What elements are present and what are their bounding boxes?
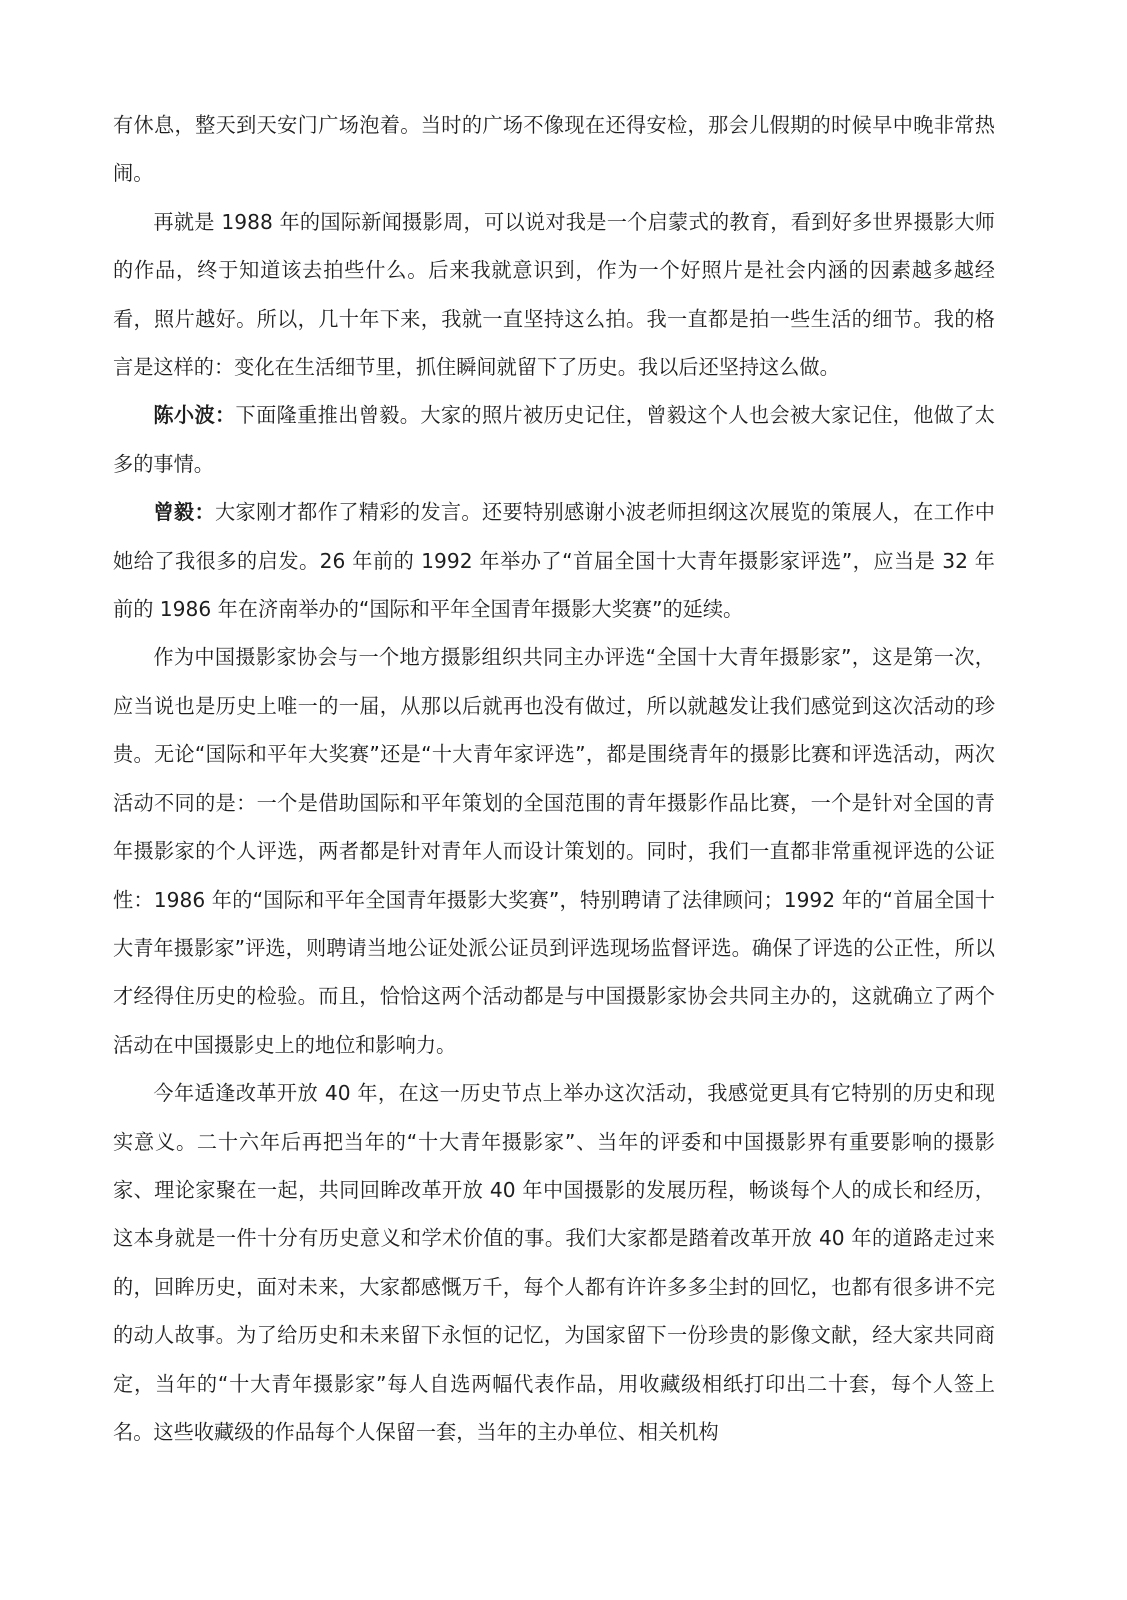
paragraph-5-text: 作为中国摄影家协会与一个地方摄影组织共同主办评选“全国十大青年摄影家”，这是第一次，应当说也是历史上唯一的一届，从那以后就再也没有做过，所以就越发让我们感觉到这次活动的珍贵。无论“国际和平年大奖赛”还是“十大青年家评选”，都是围绕青年的摄影比赛和评选活动，两次活动不同的是：一个是借助国际和平年策划的全国范围的青年摄影作品比赛，一个是针对全国的青年摄影家的个人评选，两者都是针对青年人而设计策划的。同时，我们一直都非常重视评选的公证性：1986 年的“国际和平年全国青年摄影大奖赛”，特别聘请了法律顾问；1992 年的“首届全国十大青年摄影家”评选，则聘请当地公证处派公证员到评选现场监督评选。确保了评选的公正性，所以才经得住历史的检验。而且，恰恰这两个活动都是与中国摄影家协会共同主办的，这就确立了两个活动在中国摄影史上的地位和影响力。 <box>113 645 995 1057</box>
paragraph-4-text: 大家刚才都作了精彩的发言。还要特别感谢小波老师担纲这次展览的策展人，在工作中她给了我很多的启发。26 年前的 1992 年举办了“首届全国十大青年摄影家评选”，应当是 32 年前的 1986 年在济南举办的“国际和平年全国青年摄影大奖赛”的延续。 <box>113 500 995 622</box>
paragraph-1 <box>113 101 995 198</box>
paragraph-6-text: 今年适逢改革开放 40 年，在这一历史节点上举办这次活动，我感觉更具有它特别的历史和现实意义。二十六年后再把当年的“十大青年摄影家”、当年的评委和中国摄影界有重要影响的摄影家、理论家聚在一起，共同回眸改革开放 40 年中国摄影的发展历程，畅谈每个人的成长和经历，这本身就是一件十分有历史意义和学术价值的事。我们大家都是踏着改革开放 40 年的道路走过来的，回眸历史，面对未来，大家都感慨万千，每个人都有许许多多尘封的回忆，也都有很多讲不完的动人故事。为了给历史和未来留下永恒的记忆，为国家留下一份珍贵的影像文献，经大家共同商定，当年的“十大青年摄影家”每人自选两幅代表作品，用收藏级相纸打印出二十套，每个人签上名。这些收藏级的作品每个人保留一套，当年的主办单位、相关机构 <box>113 1081 995 1444</box>
paragraph-1-text: 有休息，整天到天安门广场泡着。当时的广场不像现在还得安检，那会儿假期的时候早中晚非常热闹。 <box>113 113 995 186</box>
paragraph-6 <box>113 1069 995 1456</box>
paragraph-5 <box>113 633 995 1069</box>
paragraph-3 <box>113 391 995 488</box>
paragraph-4 <box>113 488 995 633</box>
speaker-label-chen-xiaobo: 陈小波： <box>153 403 236 428</box>
speaker-label-zeng-yi: 曾毅： <box>153 500 215 525</box>
paragraph-3-text: 下面隆重推出曾毅。大家的照片被历史记住，曾毅这个人也会被大家记住，他做了太多的事情。 <box>113 403 995 476</box>
paragraph-2-text: 再就是 1988 年的国际新闻摄影周，可以说对我是一个启蒙式的教育，看到好多世界摄影大师的作品，终于知道该去拍些什么。后来我就意识到，作为一个好照片是社会内涵的因素越多越经看，照片越好。所以，几十年下来，我就一直坚持这么拍。我一直都是拍一些生活的细节。我的格言是这样的：变化在生活细节里，抓住瞬间就留下了历史。我以后还坚持这么做。 <box>113 209 995 380</box>
paragraph-2 <box>113 198 995 392</box>
document-body <box>113 101 995 1456</box>
